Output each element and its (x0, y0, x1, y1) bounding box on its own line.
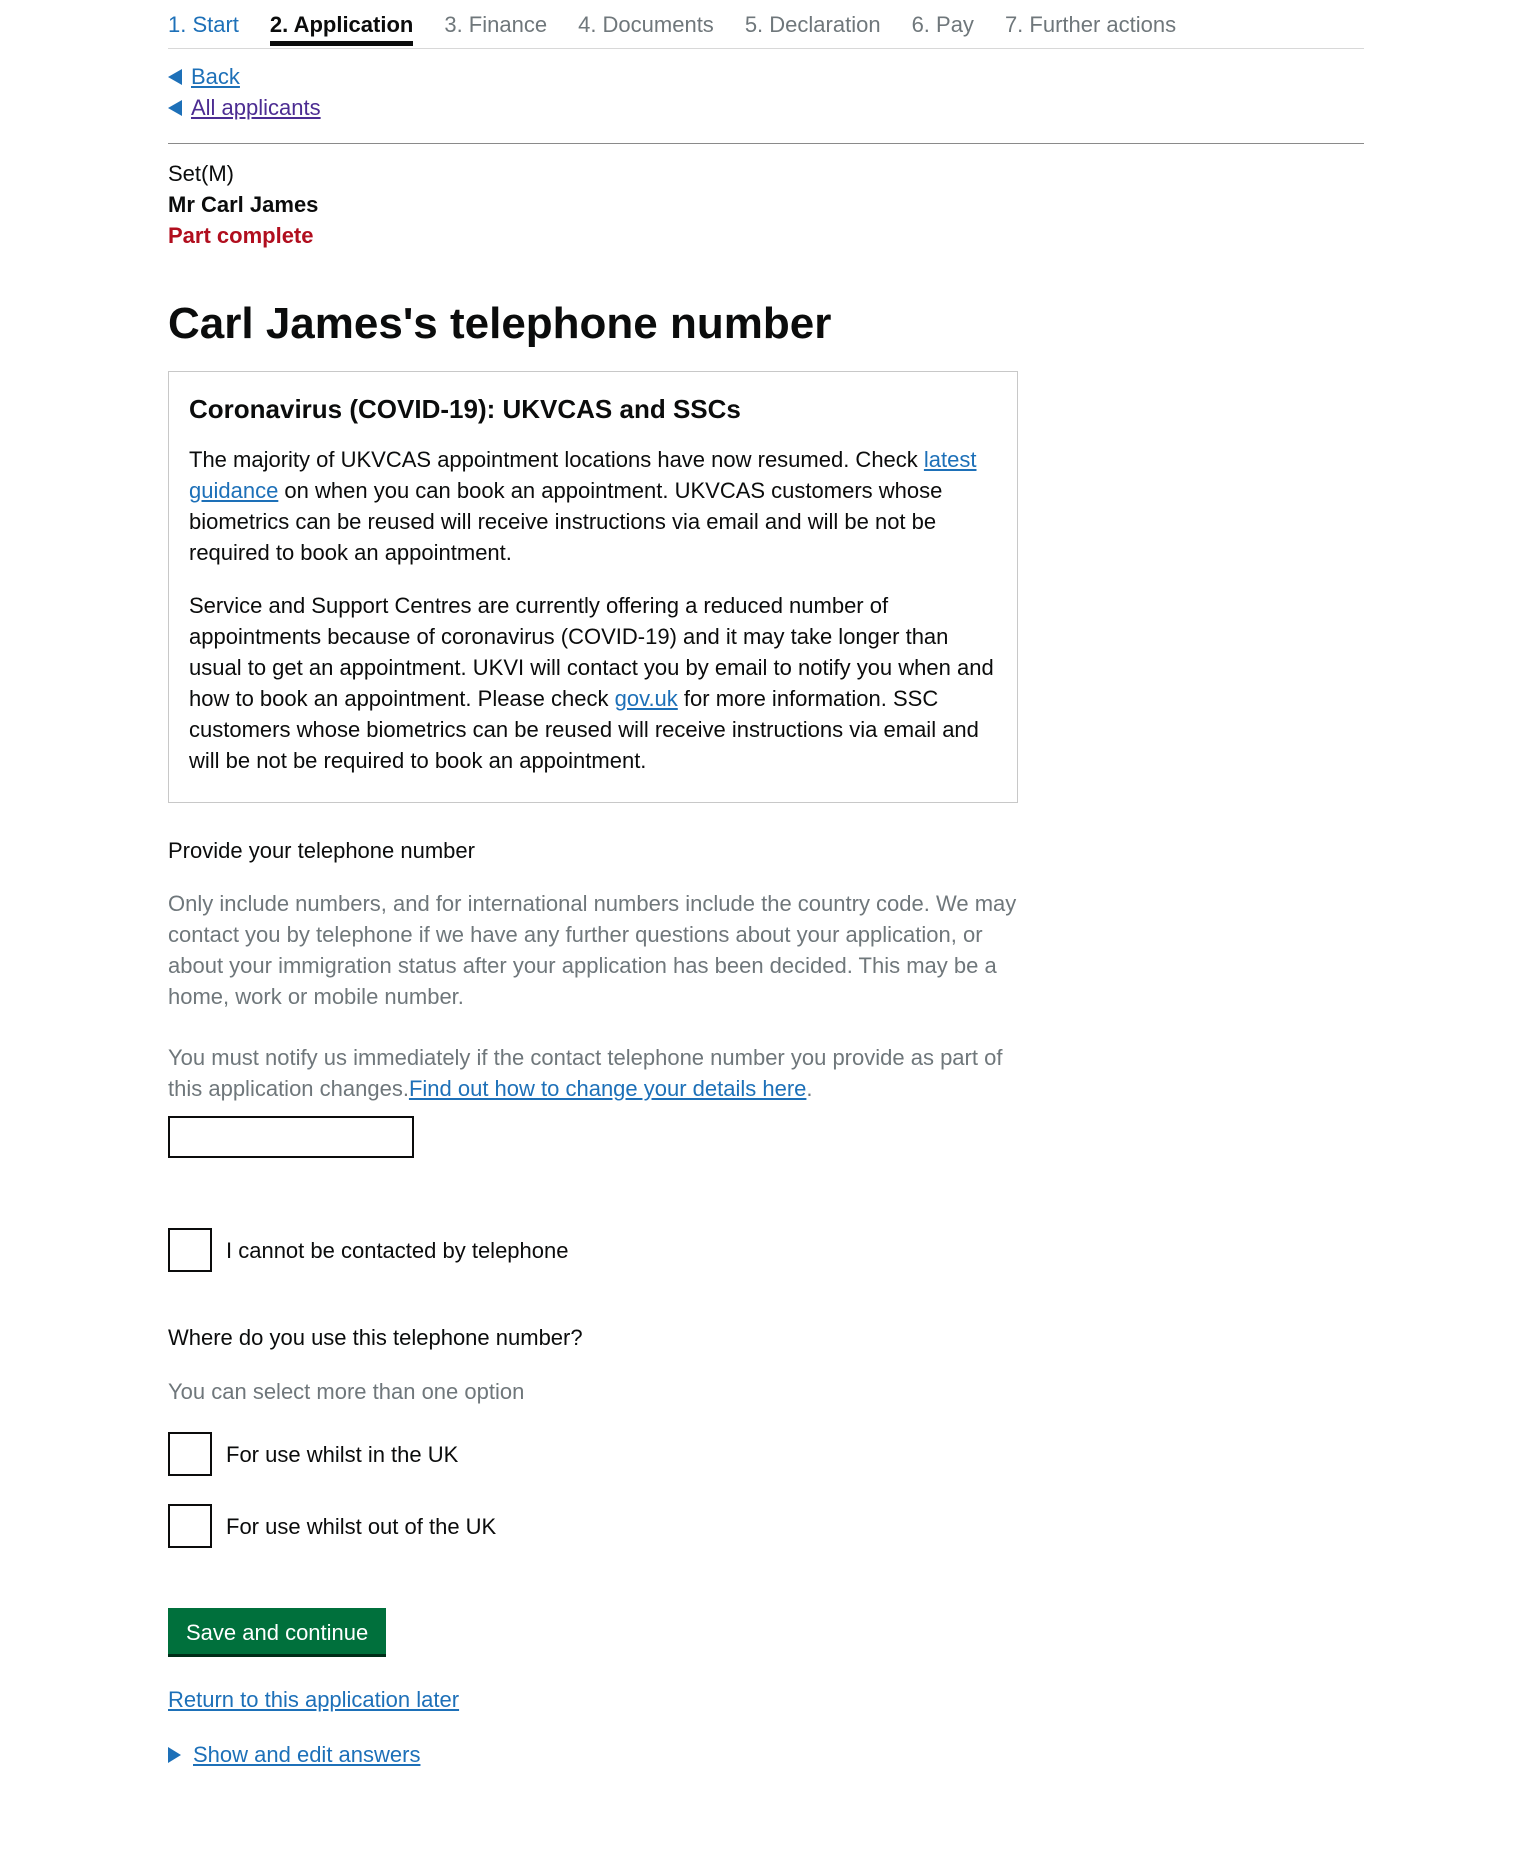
step-documents: 4. Documents (578, 12, 714, 37)
change-details-link[interactable]: Find out how to change your details here (408, 1076, 807, 1101)
triangle-left-icon (168, 69, 182, 85)
gov-uk-link[interactable]: gov.uk (614, 686, 678, 711)
out-of-uk-checkbox[interactable] (168, 1504, 212, 1548)
notice-p1-text-end: on when you can book an appointment. UKVCAS customers whose biometrics can be reused will receive instructions via email and will be not be required to book an appointment. (189, 478, 943, 565)
back-links (168, 61, 1364, 123)
phone-change-hint-end: . (806, 1076, 813, 1101)
notice-p1-text: The majority of UKVCAS appointment locations have now resumed. Check (189, 447, 924, 472)
in-uk-label[interactable]: For use whilst in the UK (226, 1441, 459, 1467)
step-finance: 3. Finance (444, 12, 548, 37)
notice-paragraph-1 (189, 444, 997, 568)
covid-notice (168, 371, 1018, 803)
step-application[interactable]: 2. Application (270, 0, 413, 46)
usage-question: Where do you use this telephone number? (168, 1325, 583, 1350)
phone-label: Provide your telephone number (168, 838, 475, 863)
all-applicants-link-row (168, 92, 1364, 123)
step-declaration: 5. Declaration (744, 12, 881, 37)
main-container (168, 0, 1364, 1770)
phone-change-hint-text (168, 1042, 1028, 1104)
section-divider (168, 143, 1364, 144)
notice-paragraph-2 (189, 590, 997, 776)
latest-guidance-link[interactable]: latest guidance (189, 447, 977, 503)
step-further-actions: 7. Further actions (1004, 12, 1177, 37)
return-later-link[interactable]: Return to this application later (168, 1687, 460, 1712)
all-applicants-link[interactable]: All applicants (191, 95, 321, 120)
in-uk-checkbox[interactable] (168, 1432, 212, 1476)
applicant-status: Part complete (168, 223, 314, 248)
usage-option-out-of-uk[interactable] (168, 1504, 1364, 1548)
cannot-contact-checkbox[interactable] (168, 1228, 212, 1272)
applicant-name: Mr Carl James (168, 192, 319, 217)
triangle-left-icon (168, 100, 182, 116)
back-link[interactable]: Back (191, 64, 240, 89)
telephone-input[interactable] (168, 1116, 414, 1158)
step-start[interactable]: 1. Start (168, 12, 239, 37)
applicant-summary (168, 158, 1364, 251)
step-pay: 6. Pay (911, 12, 974, 37)
usage-option-in-uk[interactable] (168, 1432, 1364, 1476)
show-edit-answers-link[interactable]: Show and edit answers (193, 1742, 421, 1767)
phone-hint (168, 888, 1028, 1012)
phone-hint-text: Only include numbers, and for international numbers include the country code. We may contact you by telephone if we have any further questions about your application, or about your immigration status after your application has been decided. This may be a home, work or mobile number. (168, 891, 1017, 1009)
usage-hint: You can select more than one option (168, 1379, 525, 1404)
triangle-right-icon (168, 1747, 181, 1763)
notice-p2-text-end: for more information. SSC customers whose biometrics can be reused will receive instructions via email and will be not be required to book an appointment. (189, 686, 979, 773)
save-and-continue-button[interactable]: Save and continue (168, 1608, 386, 1654)
page-title: Carl James's telephone number (168, 299, 832, 348)
notice-p2-text: Service and Support Centres are currently offering a reduced number of appointments because of coronavirus (COVID-19) and it may take longer than usual to get an appointment. UKVI will contact you by email to notify you when and how to book an appointment. Please check (189, 593, 994, 711)
return-later-row (168, 1684, 1364, 1715)
phone-change-hint-start: You must notify us immediately if the contact telephone number you provide as part of this application changes. (168, 1045, 1003, 1101)
show-edit-answers-toggle[interactable] (168, 1739, 1364, 1770)
cannot-contact-option[interactable] (168, 1228, 1364, 1272)
cannot-contact-label[interactable]: I cannot be contacted by telephone (226, 1237, 569, 1263)
back-link-row (168, 61, 1364, 92)
out-of-uk-label[interactable]: For use whilst out of the UK (226, 1513, 497, 1539)
phone-change-hint (168, 1042, 1028, 1104)
step-navigation (168, 0, 1364, 49)
notice-title: Coronavirus (COVID-19): UKVCAS and SSCs (189, 394, 741, 424)
applicant-set: Set(M) (168, 161, 234, 186)
